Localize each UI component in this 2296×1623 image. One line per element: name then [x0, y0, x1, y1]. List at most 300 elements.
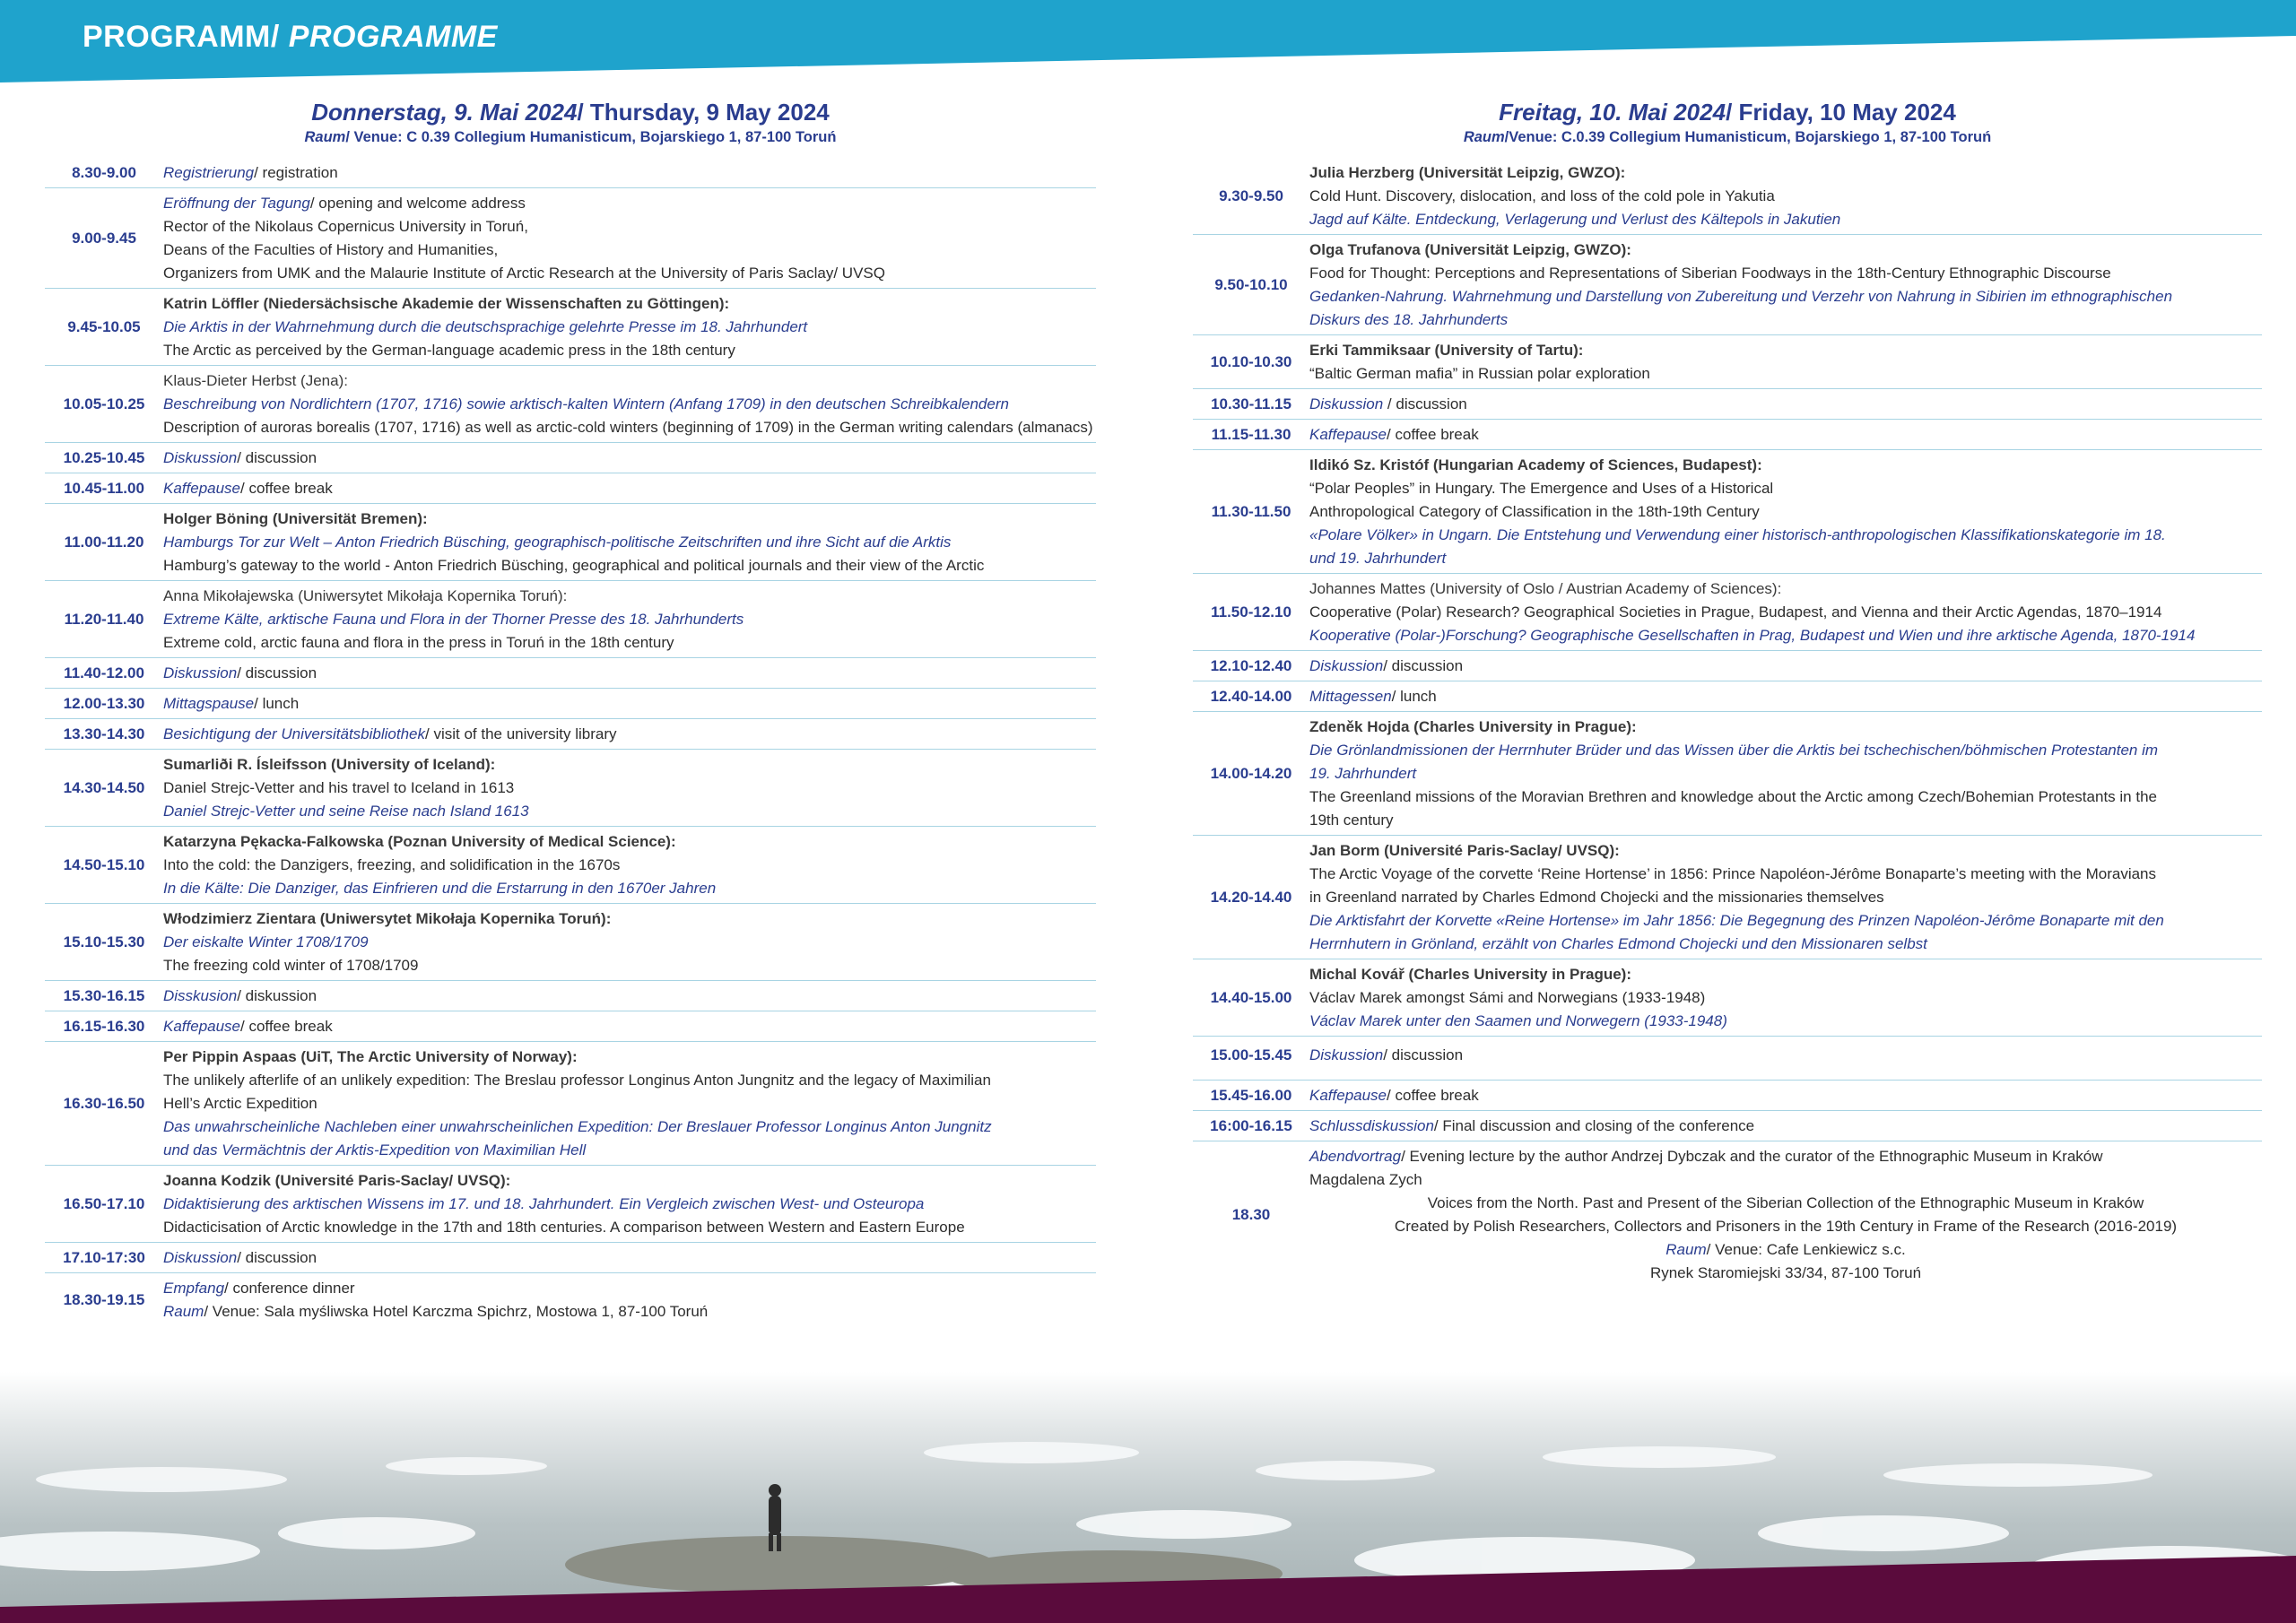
german-text: Raum	[163, 1303, 204, 1320]
time-slot: 9.30-9.50	[1219, 187, 1283, 204]
schedule-row	[45, 1042, 1096, 1166]
session-line	[163, 1216, 1096, 1239]
schedule-row	[1193, 681, 2262, 712]
english-text: Rynek Staromiejski 33/34, 87-100 Toruń	[1649, 1264, 1922, 1281]
german-text: Die Arktis in der Wahrnehmung durch die deutschsprachige gelehrte Presse im 18. Jahrhundert	[163, 318, 808, 335]
time-slot: 9.50-10.10	[1214, 276, 1288, 293]
speaker-name: Ildikó Sz. Kristóf (Hungarian Academy of Sciences, Budapest):	[1309, 456, 1762, 473]
german-text: Diskussion	[1309, 657, 1384, 674]
session-details	[1309, 1044, 2262, 1067]
german-text: Diskussion	[1309, 1046, 1384, 1063]
time-slot: 15.00-15.45	[1210, 1046, 1292, 1063]
time-slot: 14.30-14.50	[63, 779, 145, 796]
schedule-row	[45, 981, 1096, 1011]
time-slot: 18.30	[1231, 1206, 1271, 1223]
schedule-row	[45, 581, 1096, 658]
time-slot: 18.30-19.15	[63, 1291, 145, 1308]
time-slot: 16.15-16.30	[63, 1018, 145, 1035]
page-title	[83, 20, 498, 55]
schedule-row	[1193, 959, 2262, 1037]
time-slot: 11.00-11.20	[64, 534, 144, 551]
session-line	[1309, 601, 2262, 624]
german-text: Raum	[1665, 1241, 1707, 1258]
english-text: / lunch	[254, 695, 300, 712]
session-line	[163, 1139, 1096, 1162]
time-slot: 10.30-11.15	[1211, 395, 1292, 412]
session-details	[1309, 423, 2262, 447]
thursday-venue-text: / Venue: C 0.39 Collegium Humanisticum, Bojarskiego 1, 87-100 Toruń	[345, 129, 837, 145]
session-details	[1309, 1115, 2262, 1138]
schedule-row	[1193, 651, 2262, 681]
english-text: Food for Thought: Perceptions and Representations of Siberian Foodways in the 18th-Century Ethnographic Discourse	[1309, 265, 2111, 282]
session-line	[1309, 308, 2262, 332]
session-details	[163, 192, 1096, 285]
schedule-row	[1193, 574, 2262, 651]
schedule-row	[45, 188, 1096, 289]
schedule-row	[45, 443, 1096, 473]
session-line	[163, 1246, 1096, 1270]
english-text: / discussion	[237, 664, 317, 681]
english-text: / visit of the university library	[425, 725, 617, 742]
speaker-name: Zdeněk Hojda (Charles University in Prague):	[1309, 718, 1637, 735]
time-slot: 15.10-15.30	[63, 933, 145, 950]
german-text: Empfang	[163, 1280, 225, 1297]
english-text: / coffee break	[1387, 426, 1479, 443]
time-slot: 11.30-11.50	[1211, 503, 1292, 520]
english-text: / discussion	[1383, 657, 1464, 674]
german-text: Diskussion	[163, 664, 238, 681]
english-text: The Arctic as perceived by the German-language academic press in the 18th century	[163, 342, 735, 359]
friday-venue-text: /Venue: C.0.39 Collegium Humanisticum, Bojarskiego 1, 87-100 Toruń	[1504, 129, 1992, 145]
session-line	[163, 931, 1096, 954]
session-line	[163, 907, 1096, 931]
session-line	[1309, 839, 2262, 863]
session-details	[163, 161, 1096, 185]
speaker-name: Katrin Löffler (Niedersächsische Akademie der Wissenschaften zu Göttingen):	[163, 295, 730, 312]
session-line	[1309, 655, 2262, 678]
session-line	[1309, 785, 2262, 809]
session-line	[1309, 762, 2262, 785]
session-details	[163, 1277, 1096, 1324]
session-details	[1309, 839, 2262, 956]
english-text: / lunch	[1391, 688, 1437, 705]
speaker-name: Klaus-Dieter Herbst (Jena):	[163, 372, 348, 389]
german-text: Herrnhutern in Grönland, erzählt von Charles Edmond Chojecki und den Missionaren selbst	[1309, 935, 1927, 952]
english-text: “Baltic German mafia” in Russian polar exploration	[1309, 365, 1650, 382]
time-slot: 15.30-16.15	[63, 987, 145, 1004]
speaker-name: Holger Böning (Universität Bremen):	[163, 510, 428, 527]
session-line	[1309, 863, 2262, 886]
session-line	[1309, 986, 2262, 1010]
session-line	[163, 239, 1096, 262]
english-text: Cooperative (Polar) Research? Geographical Societies in Prague, Budapest, and Vienna and their Arctic Agendas, 1870–1914	[1309, 603, 2162, 621]
session-line	[163, 753, 1096, 777]
english-text: / coffee break	[1387, 1087, 1479, 1104]
session-details	[163, 662, 1096, 685]
session-line	[163, 830, 1096, 854]
session-line	[163, 1092, 1096, 1115]
time-slot: 10.10-10.30	[1210, 353, 1292, 370]
time-slot: 14.00-14.20	[1210, 765, 1292, 782]
session-line	[163, 631, 1096, 655]
session-details	[1309, 393, 2262, 416]
session-line	[1309, 285, 2262, 308]
english-text: Hamburg’s gateway to the world - Anton Friedrich Büsching, geographical and political journals and their view of the Arctic	[163, 557, 985, 574]
friday-schedule	[1193, 158, 2262, 1288]
friday-title	[1193, 97, 2262, 127]
thursday-title-de: Donnerstag, 9. Mai 2024	[311, 99, 578, 126]
session-line	[163, 316, 1096, 339]
english-text: Voices from the North. Past and Present of the Siberian Collection of the Ethnographic Museum in Kraków	[1427, 1194, 2144, 1211]
german-text: Jagd auf Kälte. Entdeckung, Verlagerung und Verlust des Kältepols in Jakutien	[1309, 211, 1841, 228]
session-details	[163, 830, 1096, 900]
speaker-name: Katarzyna Pękacka-Falkowska (Poznan University of Medical Science):	[163, 833, 676, 850]
time-slot: 17.10-17:30	[63, 1249, 145, 1266]
german-text: Kaffepause	[163, 1018, 241, 1035]
session-line	[163, 1300, 1096, 1324]
session-line	[1309, 716, 2262, 739]
english-text: Magdalena Zych	[1309, 1171, 1422, 1188]
session-line	[163, 531, 1096, 554]
english-text: / Venue: Cafe Lenkiewicz s.c.	[1706, 1241, 1906, 1258]
speaker-name: Johannes Mattes (University of Oslo / Austrian Academy of Sciences):	[1309, 580, 1782, 597]
session-details	[163, 692, 1096, 716]
schedule-row	[45, 1166, 1096, 1243]
schedule-row	[1193, 1111, 2262, 1141]
thursday-title	[45, 97, 1096, 127]
schedule-row	[45, 1273, 1096, 1326]
session-details	[163, 508, 1096, 577]
session-line	[1309, 685, 2262, 708]
session-line	[163, 777, 1096, 800]
english-text: / discussion	[1383, 395, 1467, 412]
session-line	[163, 985, 1096, 1008]
english-text: / opening and welcome address	[309, 195, 526, 212]
session-line	[163, 1277, 1096, 1300]
session-line	[1309, 909, 2262, 933]
german-text: Die Grönlandmissionen der Herrnhuter Brüder und das Wissen über die Arktis bei tschechischen/böhmischen Protestanten im	[1309, 742, 2159, 759]
schedule-row	[1193, 389, 2262, 420]
english-text: “Polar Peoples” in Hungary. The Emergence and Uses of a Historical	[1309, 480, 1774, 497]
session-line	[1309, 524, 2262, 547]
english-text: Hell’s Arctic Expedition	[163, 1095, 317, 1112]
schedule-row	[45, 658, 1096, 689]
session-line	[163, 800, 1096, 823]
english-text: Organizers from UMK and the Malaurie Institute of Arctic Research at the University of Paris Saclay/ UVSQ	[163, 265, 885, 282]
session-details	[1309, 963, 2262, 1033]
thursday-venue	[45, 127, 1096, 147]
session-details	[163, 753, 1096, 823]
thursday-title-en: / Thursday, 9 May 2024	[577, 99, 830, 126]
schedule-row	[45, 473, 1096, 504]
english-text: in Greenland narrated by Charles Edmond Chojecki and the missionaries themselves	[1309, 889, 1884, 906]
schedule-row	[1193, 836, 2262, 959]
session-details	[1309, 716, 2262, 832]
english-text: The Arctic Voyage of the corvette ‘Reine Hortense’ in 1856: Prince Napoléon-Jérôme Bonaparte’s meeting with the Moravians	[1309, 865, 2157, 882]
german-text: Mittagspause	[163, 695, 255, 712]
session-line	[1309, 886, 2262, 909]
german-text: Das unwahrscheinliche Nachleben einer unwahrscheinlichen Expedition: Der Breslauer Professor Longinus Anton Jungnitz	[163, 1118, 992, 1135]
session-line	[163, 1046, 1096, 1069]
friday-venue	[1193, 127, 2262, 147]
friday-venue-label: Raum	[1463, 129, 1505, 145]
session-details	[1309, 339, 2262, 386]
time-slot: 13.30-14.30	[63, 725, 145, 742]
session-line	[1309, 477, 2262, 500]
session-line	[1309, 1238, 2262, 1262]
schedule-row	[45, 504, 1096, 581]
session-details	[163, 292, 1096, 362]
time-slot: 11.15-11.30	[1211, 426, 1292, 443]
time-slot: 11.20-11.40	[64, 611, 144, 628]
session-details	[163, 907, 1096, 977]
time-slot: 12.10-12.40	[1210, 657, 1292, 674]
session-line	[1309, 1010, 2262, 1033]
session-details	[1309, 239, 2262, 332]
session-details	[163, 369, 1096, 439]
time-slot: 14.20-14.40	[1210, 889, 1292, 906]
speaker-name: Per Pippin Aspaas (UiT, The Arctic University of Norway):	[163, 1048, 578, 1065]
session-line	[1309, 1215, 2262, 1238]
schedule-row	[45, 689, 1096, 719]
session-line	[1309, 262, 2262, 285]
english-text: Daniel Strejc-Vetter and his travel to Iceland in 1613	[163, 779, 515, 796]
german-text: und 19. Jahrhundert	[1309, 550, 1447, 567]
schedule-row	[1193, 158, 2262, 235]
speaker-name: Joanna Kodzik (Université Paris-Saclay/ UVSQ):	[163, 1172, 511, 1189]
time-slot: 14.50-15.10	[63, 856, 145, 873]
time-slot: 14.40-15.00	[1210, 989, 1292, 1006]
session-details	[163, 447, 1096, 470]
english-text: The Greenland missions of the Moravian Brethren and knowledge about the Arctic among Czech/Bohemian Protestants in the	[1309, 788, 2157, 805]
time-slot: 9.45-10.05	[67, 318, 141, 335]
schedule-row	[45, 827, 1096, 904]
page-title-en: PROGRAMME	[279, 20, 498, 54]
german-text: Diskussion	[1309, 395, 1384, 412]
english-text: Into the cold: the Danzigers, freezing, and solidification in the 1670s	[163, 856, 621, 873]
german-text: «Polare Völker» in Ungarn. Die Entstehung und Verwendung einer historisch-anthropologischen Klassifikationskategorie im 18.	[1309, 526, 2166, 543]
session-line	[1309, 809, 2262, 832]
speaker-name: Jan Borm (Université Paris-Saclay/ UVSQ):	[1309, 842, 1620, 859]
session-line	[1309, 1145, 2262, 1168]
time-slot: 16.30-16.50	[63, 1095, 145, 1112]
session-line	[1309, 239, 2262, 262]
session-line	[163, 662, 1096, 685]
german-text: Besichtigung der Universitätsbibliothek	[163, 725, 425, 742]
english-text: The freezing cold winter of 1708/1709	[163, 957, 419, 974]
session-line	[163, 692, 1096, 716]
schedule-row	[1193, 712, 2262, 836]
schedule-row	[45, 750, 1096, 827]
schedule-row	[1193, 1141, 2262, 1288]
english-text: Deans of the Faculties of History and Humanities,	[163, 241, 499, 258]
german-text: Mittagessen	[1309, 688, 1392, 705]
english-text: Rector of the Nikolaus Copernicus University in Toruń,	[163, 218, 528, 235]
session-line	[1309, 362, 2262, 386]
session-line	[1309, 423, 2262, 447]
time-slot: 11.50-12.10	[1211, 603, 1292, 621]
german-text: Diskurs des 18. Jahrhunderts	[1309, 311, 1509, 328]
session-line	[163, 1169, 1096, 1193]
session-line	[1309, 1115, 2262, 1138]
session-details	[1309, 655, 2262, 678]
time-slot: 12.00-13.30	[63, 695, 145, 712]
time-slot: 10.05-10.25	[63, 395, 145, 412]
time-slot: 10.25-10.45	[63, 449, 145, 466]
german-text: Disskusion	[163, 987, 238, 1004]
german-text: Eröffnung der Tagung	[163, 195, 310, 212]
schedule-row	[1193, 235, 2262, 335]
speaker-name: Anna Mikołajewska (Uniwersytet Mikołaja Kopernika Toruń):	[163, 587, 568, 604]
thursday-column	[45, 97, 1096, 1326]
english-text: Anthropological Category of Classification in the 18th-19th Century	[1309, 503, 1760, 520]
session-line	[1309, 1168, 2262, 1192]
english-text: Václav Marek amongst Sámi and Norwegians (1933-1948)	[1309, 989, 1706, 1006]
english-text: / Evening lecture by the author Andrzej Dybczak and the curator of the Ethnographic Museum in Kraków	[1401, 1148, 2103, 1165]
session-line	[1309, 208, 2262, 231]
session-details	[163, 1046, 1096, 1162]
session-line	[1309, 963, 2262, 986]
thursday-venue-label: Raum	[304, 129, 346, 145]
english-text: 19th century	[1309, 812, 1394, 829]
german-text: Schlussdiskussion	[1309, 1117, 1434, 1134]
session-line	[163, 1015, 1096, 1038]
schedule-row	[45, 366, 1096, 443]
session-details	[163, 477, 1096, 500]
session-line	[163, 292, 1096, 316]
schedule-row	[45, 1243, 1096, 1273]
german-text: Registrierung	[163, 164, 255, 181]
german-text: Kaffepause	[1309, 426, 1387, 443]
schedule-row	[1193, 1081, 2262, 1111]
session-details	[1309, 577, 2262, 647]
session-line	[163, 192, 1096, 215]
session-line	[163, 585, 1096, 608]
schedule-row	[1193, 335, 2262, 389]
english-text: / registration	[254, 164, 338, 181]
time-slot: 16.50-17.10	[63, 1195, 145, 1212]
session-line	[163, 877, 1096, 900]
german-text: Kooperative (Polar-)Forschung? Geographische Gesellschaften in Prag, Budapest und Wien und ihre arktische Agenda, 1870-1914	[1309, 627, 2196, 644]
german-text: Kaffepause	[1309, 1087, 1387, 1104]
session-line	[163, 954, 1096, 977]
speaker-name: Olga Trufanova (Universität Leipzig, GWZO):	[1309, 241, 1631, 258]
schedule-row	[45, 1011, 1096, 1042]
session-details	[163, 585, 1096, 655]
german-text: Diskussion	[163, 1249, 238, 1266]
session-line	[163, 416, 1096, 439]
session-line	[1309, 339, 2262, 362]
german-text: Abendvortrag	[1309, 1148, 1402, 1165]
german-text: 19. Jahrhundert	[1309, 765, 1417, 782]
session-line	[163, 1193, 1096, 1216]
time-slot: 9.00-9.45	[72, 230, 136, 247]
session-line	[1309, 547, 2262, 570]
german-text: Hamburgs Tor zur Welt – Anton Friedrich Büsching, geographisch-politische Zeitschriften und ihre Sicht auf die Arktis	[163, 534, 952, 551]
german-text: Gedanken-Nahrung. Wahrnehmung und Darstellung von Zubereitung und Verzehr von Nahrung in Sibirien im ethnographischen	[1309, 288, 2173, 305]
time-slot: 8.30-9.00	[72, 164, 136, 181]
page-title-de: PROGRAMM/	[83, 20, 280, 54]
english-text: Extreme cold, arctic fauna and flora in the press in Toruń in the 18th century	[163, 634, 674, 651]
schedule-row	[45, 904, 1096, 981]
session-line	[163, 477, 1096, 500]
german-text: In die Kälte: Die Danziger, das Einfrieren und die Erstarrung in den 1670er Jahren	[163, 880, 717, 897]
session-line	[163, 339, 1096, 362]
session-details	[1309, 161, 2262, 231]
speaker-name: Sumarliði R. Ísleifsson (University of Iceland):	[163, 756, 496, 773]
schedule-row	[1193, 420, 2262, 450]
english-text: Cold Hunt. Discovery, dislocation, and loss of the cold pole in Yakutia	[1309, 187, 1775, 204]
friday-column	[1193, 97, 2262, 1288]
session-details	[163, 1246, 1096, 1270]
schedule-row	[45, 289, 1096, 366]
session-line	[1309, 577, 2262, 601]
session-line	[163, 508, 1096, 531]
session-line	[163, 854, 1096, 877]
session-line	[163, 447, 1096, 470]
german-text: Beschreibung von Nordlichtern (1707, 1716) sowie arktisch-kalten Wintern (Anfang 1709) in den deutschen Schreibkalendern	[163, 395, 1009, 412]
session-line	[163, 1069, 1096, 1092]
schedule-row	[1193, 450, 2262, 574]
english-text: Didacticisation of Arctic knowledge in the 17th and 18th centuries. A comparison between Western and Eastern Europe	[163, 1219, 965, 1236]
session-line	[163, 608, 1096, 631]
german-text: und das Vermächtnis der Arktis-Expedition von Maximilian Hell	[163, 1141, 587, 1159]
session-line	[1309, 1044, 2262, 1067]
english-text: The unlikely afterlife of an unlikely expedition: The Breslau professor Longinus Anton Jungnitz and the legacy of Maximilian	[163, 1072, 991, 1089]
english-text: Description of auroras borealis (1707, 1716) as well as arctic-cold winters (beginning of 1709) in the German writing calendars (almanacs)	[163, 419, 1093, 436]
session-line	[1309, 624, 2262, 647]
session-line	[1309, 1084, 2262, 1107]
arctic-ice-photo	[0, 1372, 2296, 1623]
session-line	[163, 161, 1096, 185]
session-line	[1309, 1192, 2262, 1215]
session-details	[163, 1015, 1096, 1038]
session-line	[1309, 393, 2262, 416]
german-text: Didaktisierung des arktischen Wissens im 17. und 18. Jahrhundert. Ein Vergleich zwischen West- und Osteuropa	[163, 1195, 925, 1212]
friday-title-en: / Friday, 10 May 2024	[1726, 99, 1956, 126]
english-text: / coffee break	[240, 480, 333, 497]
session-line	[163, 393, 1096, 416]
schedule-row	[1193, 1037, 2262, 1081]
session-line	[163, 723, 1096, 746]
session-details	[1309, 1084, 2262, 1107]
time-slot: 11.40-12.00	[64, 664, 144, 681]
time-slot: 12.40-14.00	[1210, 688, 1292, 705]
german-text: Václav Marek unter den Saamen und Norwegern (1933-1948)	[1309, 1012, 1727, 1029]
german-text: Der eiskalte Winter 1708/1709	[163, 933, 369, 950]
session-line	[1309, 933, 2262, 956]
time-slot: 15.45-16.00	[1210, 1087, 1292, 1104]
session-line	[1309, 1262, 2262, 1285]
session-line	[1309, 454, 2262, 477]
english-text: / discussion	[237, 1249, 317, 1266]
session-details	[1309, 685, 2262, 708]
session-line	[163, 262, 1096, 285]
english-text: / discussion	[237, 449, 317, 466]
english-text: / Venue: Sala myśliwska Hotel Karczma Spichrz, Mostowa 1, 87-100 Toruń	[204, 1303, 709, 1320]
session-line	[1309, 500, 2262, 524]
time-slot: 10.45-11.00	[64, 480, 144, 497]
english-text: / Final discussion and closing of the conference	[1433, 1117, 1755, 1134]
schedule-row	[45, 158, 1096, 188]
session-details	[1309, 1145, 2262, 1285]
session-line	[163, 1115, 1096, 1139]
english-text: / coffee break	[240, 1018, 333, 1035]
english-text: / conference dinner	[224, 1280, 355, 1297]
session-line	[163, 215, 1096, 239]
session-details	[163, 723, 1096, 746]
schedule-row	[45, 719, 1096, 750]
